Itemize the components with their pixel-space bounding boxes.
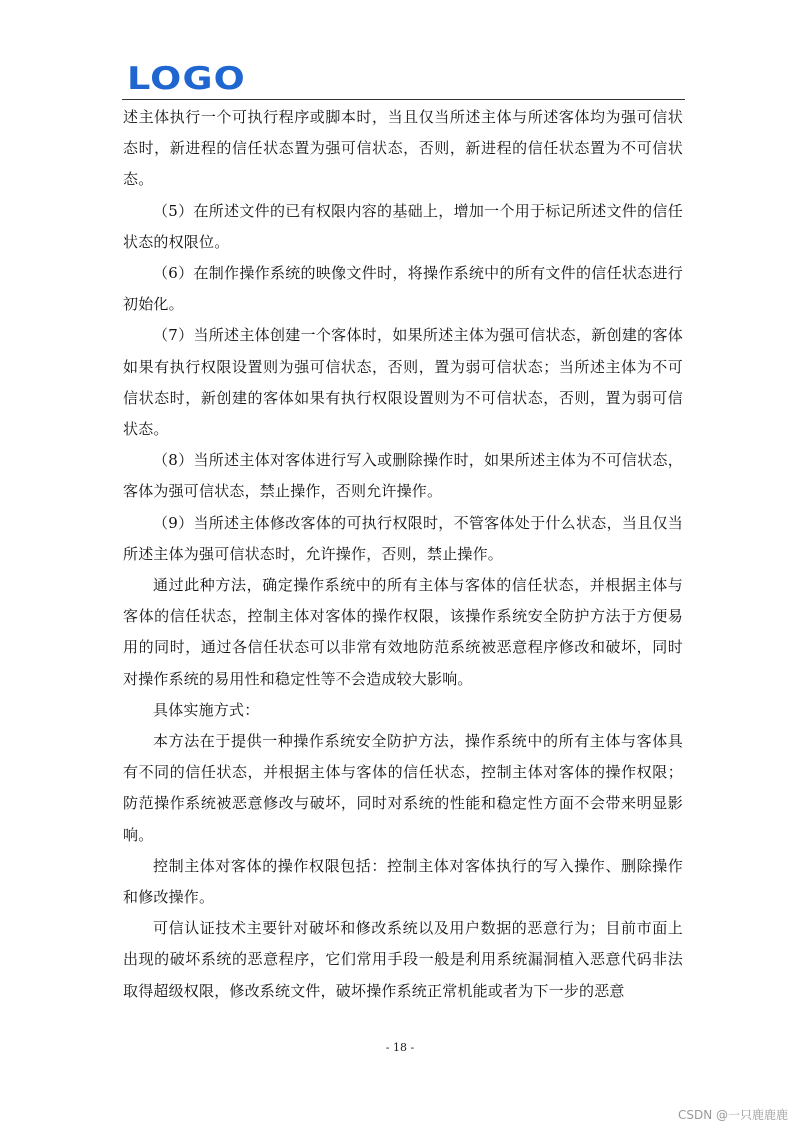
paragraph: （5）在所述文件的已有权限内容的基础上，增加一个用于标记所述文件的信任状态的权限位。 bbox=[123, 201, 683, 251]
paragraph: 本方法在于提供一种操作系统安全防护方法，操作系统中的所有主体与客体具有不同的信任状态，并根据主体与客体的信任状态，控制主体对客体的操作权限；防范操作系统被恶意修改与破坏，同时对系统的性能和稳定性方面不会带来明显影响。 bbox=[123, 732, 683, 844]
watermark: CSDN @一只鹿鹿鹿 bbox=[677, 1108, 788, 1122]
paragraph: 控制主体对客体的操作权限包括：控制主体对客体执行的写入操作、删除操作和修改操作。 bbox=[123, 856, 683, 907]
paragraph: 可信认证技术主要针对破坏和修改系统以及用户数据的恶意行为；目前市面上出现的破坏系统的恶意程序，它们常用手段一般是利用系统漏洞植入恶意代码非法取得超级权限，修改系统文件，破坏操作系统正常机能或者为下一步的恶意 bbox=[123, 919, 683, 1000]
paragraph: （8）当所述主体对客体进行写入或删除操作时，如果所述主体为不可信状态，客体为强可信状态，禁止操作，否则允许操作。 bbox=[123, 451, 683, 501]
paragraph: （9）当所述主体修改客体的可执行权限时，不管客体处于什么状态，当且仅当所述主体为强可信状态时，允许操作，否则，禁止操作。 bbox=[123, 513, 683, 563]
paragraph: （6）在制作操作系统的映像文件时，将操作系统中的所有文件的信任状态进行初始化。 bbox=[123, 264, 683, 314]
header-divider bbox=[122, 99, 685, 100]
paragraph: 述主体执行一个可执行程序或脚本时，当且仅当所述主体与所述客体均为强可信状态时，新进程的信任状态置为强可信状态，否则，新进程的信任状态置为不可信状态。 bbox=[123, 108, 683, 189]
logo: LOGO bbox=[127, 61, 246, 97]
paragraph: 通过此种方法，确定操作系统中的所有主体与客体的信任状态，并根据主体与客体的信任状态，控制主体对客体的操作权限，该操作系统安全防护方法于方便易用的同时，通过各信任状态可以非常有效地防范系统被恶意程序修改和破坏，同时对操作系统的易用性和稳定性等不会造成较大影响。 bbox=[123, 576, 683, 688]
paragraph: （7）当所述主体创建一个客体时，如果所述主体为强可信状态，新创建的客体如果有执行权限设置则为强可信状态，否则，置为弱可信状态；当所述主体为不可信状态时，新创建的客体如果有执行权限设置则为不可信状态，否则，置为弱可信状态。 bbox=[123, 326, 683, 439]
document-body bbox=[123, 102, 683, 1007]
page-number: - 18 - bbox=[385, 1041, 415, 1054]
paragraph: 具体实施方式： bbox=[153, 700, 260, 719]
